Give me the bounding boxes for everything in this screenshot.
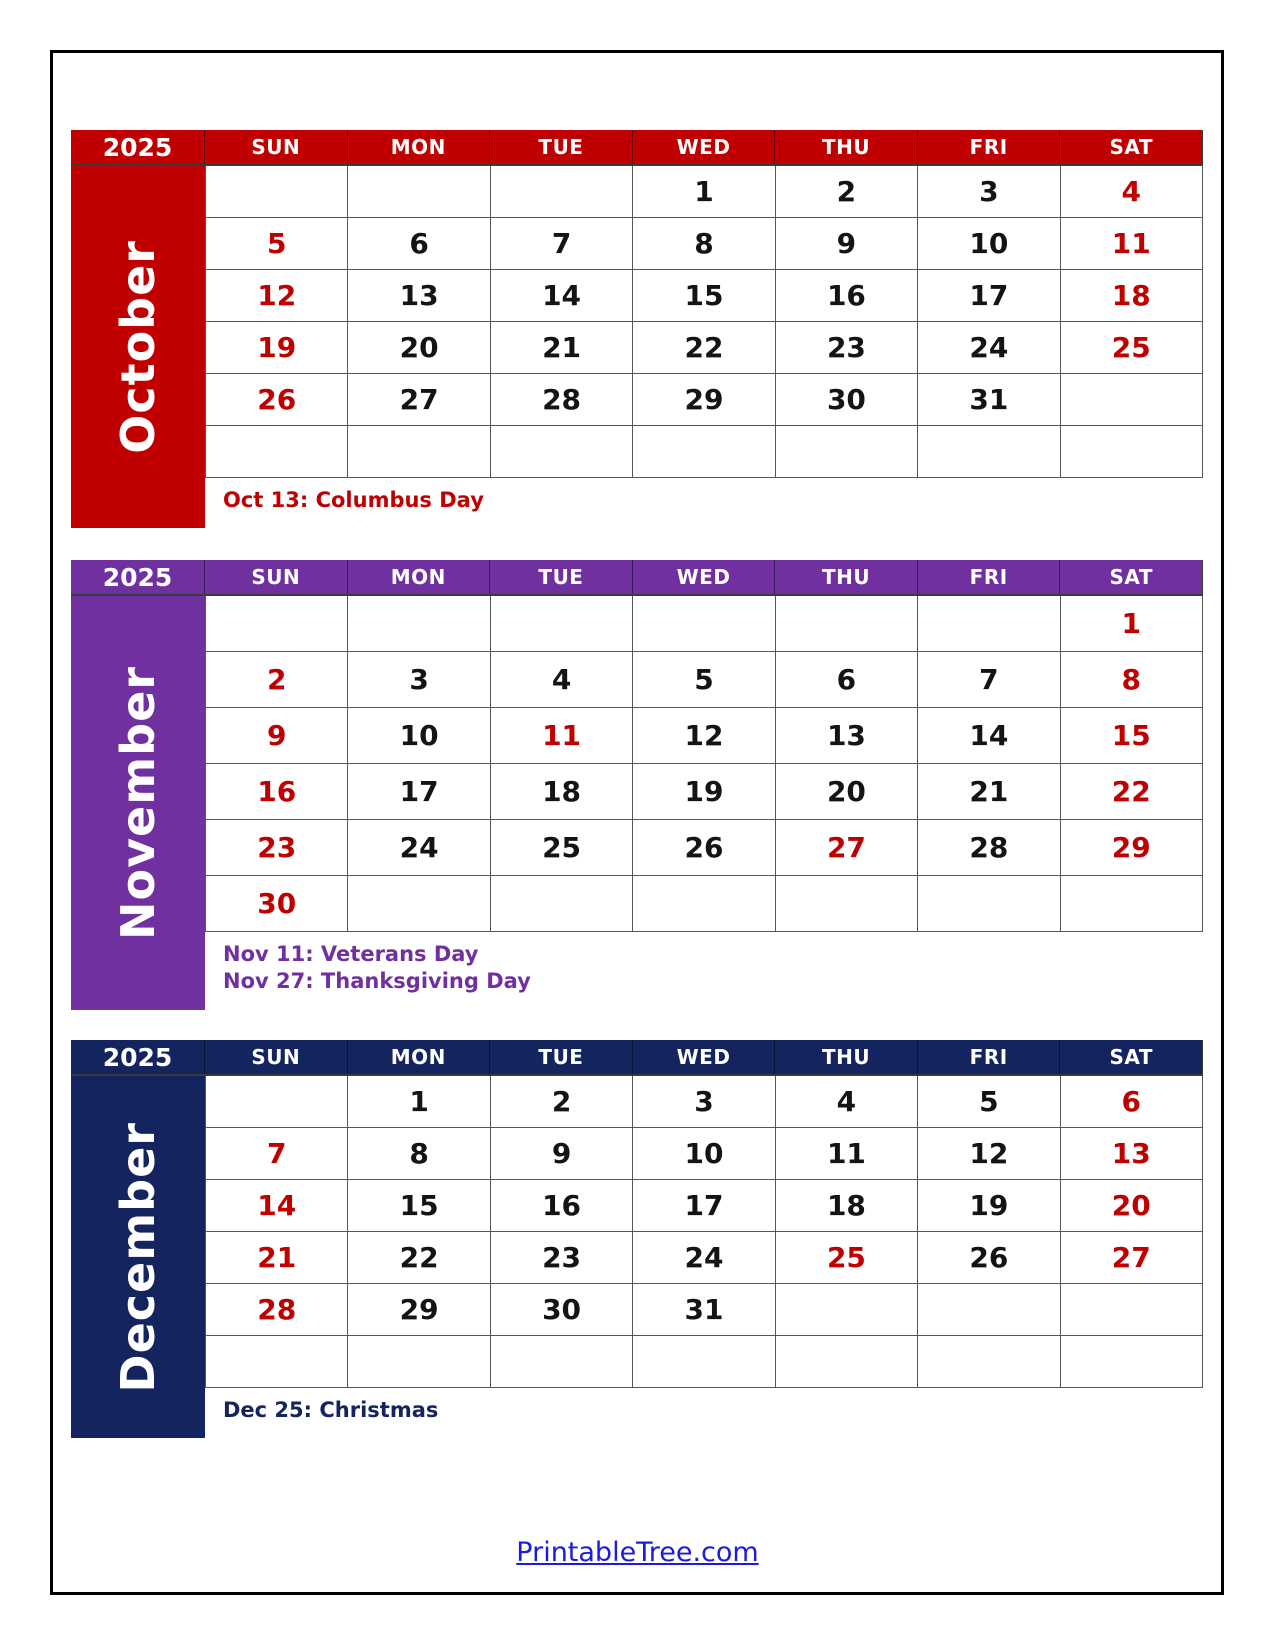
date-cell-november-24: 24 <box>348 820 490 876</box>
november-calendar-grid <box>205 596 1203 932</box>
date-cell-november-22: 22 <box>1061 764 1203 820</box>
date-cell-december-30: 30 <box>491 1284 633 1336</box>
december-month-name: December <box>111 1121 165 1393</box>
date-cell-december-31: 31 <box>633 1284 775 1336</box>
date-cell-october-24: 24 <box>918 322 1060 374</box>
date-cell-december-14: 14 <box>206 1180 348 1232</box>
october-header-row <box>71 130 1203 166</box>
date-cell-empty <box>1061 1336 1203 1388</box>
date-cell-empty <box>1061 374 1203 426</box>
date-cell-november-4: 4 <box>491 652 633 708</box>
date-cell-october-19: 19 <box>206 322 348 374</box>
date-cell-november-23: 23 <box>206 820 348 876</box>
date-cell-empty <box>206 596 348 652</box>
date-cell-november-29: 29 <box>1061 820 1203 876</box>
weekday-header-wed: WED <box>633 1040 776 1074</box>
date-cell-november-3: 3 <box>348 652 490 708</box>
date-cell-december-19: 19 <box>918 1180 1060 1232</box>
date-cell-empty <box>1061 1284 1203 1336</box>
weekday-header-sat: SAT <box>1060 560 1203 594</box>
month-block-november <box>71 560 1203 1010</box>
date-cell-empty <box>776 1336 918 1388</box>
date-cell-empty <box>348 876 490 932</box>
date-cell-empty <box>633 426 775 478</box>
date-cell-december-8: 8 <box>348 1128 490 1180</box>
date-cell-empty <box>918 596 1060 652</box>
date-cell-december-26: 26 <box>918 1232 1060 1284</box>
date-cell-november-13: 13 <box>776 708 918 764</box>
date-cell-empty <box>491 876 633 932</box>
date-cell-empty <box>206 1076 348 1128</box>
date-cell-october-12: 12 <box>206 270 348 322</box>
date-cell-october-4: 4 <box>1061 166 1203 218</box>
date-cell-empty <box>776 876 918 932</box>
december-holiday-notes <box>205 1388 1203 1438</box>
date-cell-november-20: 20 <box>776 764 918 820</box>
date-cell-empty <box>491 596 633 652</box>
date-cell-november-28: 28 <box>918 820 1060 876</box>
october-year-badge: 2025 <box>71 130 205 164</box>
date-cell-empty <box>491 166 633 218</box>
date-cell-november-5: 5 <box>633 652 775 708</box>
date-cell-december-24: 24 <box>633 1232 775 1284</box>
date-cell-december-13: 13 <box>1061 1128 1203 1180</box>
date-cell-december-7: 7 <box>206 1128 348 1180</box>
date-cell-october-23: 23 <box>776 322 918 374</box>
date-cell-october-1: 1 <box>633 166 775 218</box>
holiday-note: Oct 13: Columbus Day <box>223 488 484 512</box>
weekday-header-sun: SUN <box>205 560 348 594</box>
month-block-october <box>71 130 1203 528</box>
december-month-sidebar <box>71 1076 205 1438</box>
date-cell-december-21: 21 <box>206 1232 348 1284</box>
date-cell-november-15: 15 <box>1061 708 1203 764</box>
date-cell-december-23: 23 <box>491 1232 633 1284</box>
date-cell-october-16: 16 <box>776 270 918 322</box>
date-cell-december-11: 11 <box>776 1128 918 1180</box>
weekday-header-mon: MON <box>348 1040 491 1074</box>
date-cell-december-2: 2 <box>491 1076 633 1128</box>
date-cell-october-21: 21 <box>491 322 633 374</box>
date-cell-october-22: 22 <box>633 322 775 374</box>
october-month-name: October <box>111 240 165 455</box>
date-cell-empty <box>206 1336 348 1388</box>
date-cell-empty <box>918 876 1060 932</box>
date-cell-november-8: 8 <box>1061 652 1203 708</box>
date-cell-december-27: 27 <box>1061 1232 1203 1284</box>
date-cell-october-3: 3 <box>918 166 1060 218</box>
date-cell-november-18: 18 <box>491 764 633 820</box>
holiday-note: Nov 27: Thanksgiving Day <box>223 969 531 994</box>
date-cell-november-21: 21 <box>918 764 1060 820</box>
date-cell-november-9: 9 <box>206 708 348 764</box>
weekday-header-tue: TUE <box>490 1040 633 1074</box>
date-cell-october-18: 18 <box>1061 270 1203 322</box>
date-cell-december-20: 20 <box>1061 1180 1203 1232</box>
date-cell-november-30: 30 <box>206 876 348 932</box>
date-cell-november-6: 6 <box>776 652 918 708</box>
november-header-row <box>71 560 1203 596</box>
weekday-header-sun: SUN <box>205 1040 348 1074</box>
november-year-badge: 2025 <box>71 560 205 594</box>
weekday-header-sat: SAT <box>1060 130 1203 164</box>
date-cell-empty <box>348 596 490 652</box>
date-cell-empty <box>206 426 348 478</box>
weekday-header-tue: TUE <box>490 560 633 594</box>
date-cell-october-8: 8 <box>633 218 775 270</box>
date-cell-december-3: 3 <box>633 1076 775 1128</box>
date-cell-october-25: 25 <box>1061 322 1203 374</box>
date-cell-october-31: 31 <box>918 374 1060 426</box>
holiday-note: Nov 11: Veterans Day <box>223 942 479 966</box>
date-cell-empty <box>206 166 348 218</box>
date-cell-december-28: 28 <box>206 1284 348 1336</box>
november-month-sidebar <box>71 596 205 1010</box>
date-cell-november-11: 11 <box>491 708 633 764</box>
weekday-header-thu: THU <box>775 130 918 164</box>
date-cell-october-14: 14 <box>491 270 633 322</box>
date-cell-december-9: 9 <box>491 1128 633 1180</box>
october-holiday-notes <box>205 478 1203 528</box>
weekday-header-mon: MON <box>348 560 491 594</box>
date-cell-november-19: 19 <box>633 764 775 820</box>
date-cell-november-25: 25 <box>491 820 633 876</box>
date-cell-october-13: 13 <box>348 270 490 322</box>
october-month-sidebar <box>71 166 205 528</box>
weekday-header-fri: FRI <box>918 1040 1061 1074</box>
holiday-note: Dec 25: Christmas <box>223 1398 439 1422</box>
date-cell-december-18: 18 <box>776 1180 918 1232</box>
december-year-badge: 2025 <box>71 1040 205 1074</box>
date-cell-december-6: 6 <box>1061 1076 1203 1128</box>
date-cell-december-17: 17 <box>633 1180 775 1232</box>
weekday-header-tue: TUE <box>490 130 633 164</box>
november-holiday-notes <box>205 932 1203 1010</box>
date-cell-october-11: 11 <box>1061 218 1203 270</box>
date-cell-empty <box>776 1284 918 1336</box>
date-cell-december-10: 10 <box>633 1128 775 1180</box>
weekday-header-wed: WED <box>633 560 776 594</box>
date-cell-empty <box>1061 426 1203 478</box>
weekday-header-thu: THU <box>775 560 918 594</box>
date-cell-empty <box>633 876 775 932</box>
date-cell-november-12: 12 <box>633 708 775 764</box>
date-cell-october-28: 28 <box>491 374 633 426</box>
date-cell-empty <box>633 1336 775 1388</box>
weekday-header-fri: FRI <box>918 560 1061 594</box>
date-cell-empty <box>348 1336 490 1388</box>
date-cell-october-2: 2 <box>776 166 918 218</box>
date-cell-october-5: 5 <box>206 218 348 270</box>
date-cell-october-10: 10 <box>918 218 1060 270</box>
date-cell-october-20: 20 <box>348 322 490 374</box>
date-cell-october-15: 15 <box>633 270 775 322</box>
date-cell-empty <box>918 1284 1060 1336</box>
date-cell-december-25: 25 <box>776 1232 918 1284</box>
date-cell-november-2: 2 <box>206 652 348 708</box>
date-cell-empty <box>776 426 918 478</box>
date-cell-december-12: 12 <box>918 1128 1060 1180</box>
date-cell-october-26: 26 <box>206 374 348 426</box>
date-cell-november-10: 10 <box>348 708 490 764</box>
weekday-header-sat: SAT <box>1060 1040 1203 1074</box>
date-cell-december-16: 16 <box>491 1180 633 1232</box>
date-cell-november-14: 14 <box>918 708 1060 764</box>
date-cell-november-16: 16 <box>206 764 348 820</box>
date-cell-empty <box>348 426 490 478</box>
december-header-row <box>71 1040 1203 1076</box>
date-cell-empty <box>633 596 775 652</box>
date-cell-empty <box>1061 876 1203 932</box>
date-cell-empty <box>776 596 918 652</box>
weekday-header-wed: WED <box>633 130 776 164</box>
date-cell-october-6: 6 <box>348 218 490 270</box>
date-cell-november-27: 27 <box>776 820 918 876</box>
date-cell-november-7: 7 <box>918 652 1060 708</box>
date-cell-october-17: 17 <box>918 270 1060 322</box>
date-cell-october-9: 9 <box>776 218 918 270</box>
weekday-header-mon: MON <box>348 130 491 164</box>
weekday-header-fri: FRI <box>918 130 1061 164</box>
date-cell-december-22: 22 <box>348 1232 490 1284</box>
date-cell-november-26: 26 <box>633 820 775 876</box>
date-cell-october-7: 7 <box>491 218 633 270</box>
date-cell-empty <box>918 426 1060 478</box>
december-calendar-grid <box>205 1076 1203 1388</box>
date-cell-october-27: 27 <box>348 374 490 426</box>
date-cell-october-30: 30 <box>776 374 918 426</box>
footer-link[interactable]: PrintableTree.com <box>516 1537 759 1568</box>
october-calendar-grid <box>205 166 1203 478</box>
november-month-name: November <box>111 665 165 940</box>
date-cell-empty <box>348 166 490 218</box>
date-cell-empty <box>491 1336 633 1388</box>
footer <box>0 1537 1275 1568</box>
weekday-header-thu: THU <box>775 1040 918 1074</box>
date-cell-december-5: 5 <box>918 1076 1060 1128</box>
date-cell-december-29: 29 <box>348 1284 490 1336</box>
month-block-december <box>71 1040 1203 1438</box>
date-cell-october-29: 29 <box>633 374 775 426</box>
date-cell-empty <box>491 426 633 478</box>
weekday-header-sun: SUN <box>205 130 348 164</box>
date-cell-november-1: 1 <box>1061 596 1203 652</box>
date-cell-december-1: 1 <box>348 1076 490 1128</box>
date-cell-december-4: 4 <box>776 1076 918 1128</box>
date-cell-december-15: 15 <box>348 1180 490 1232</box>
date-cell-november-17: 17 <box>348 764 490 820</box>
date-cell-empty <box>918 1336 1060 1388</box>
